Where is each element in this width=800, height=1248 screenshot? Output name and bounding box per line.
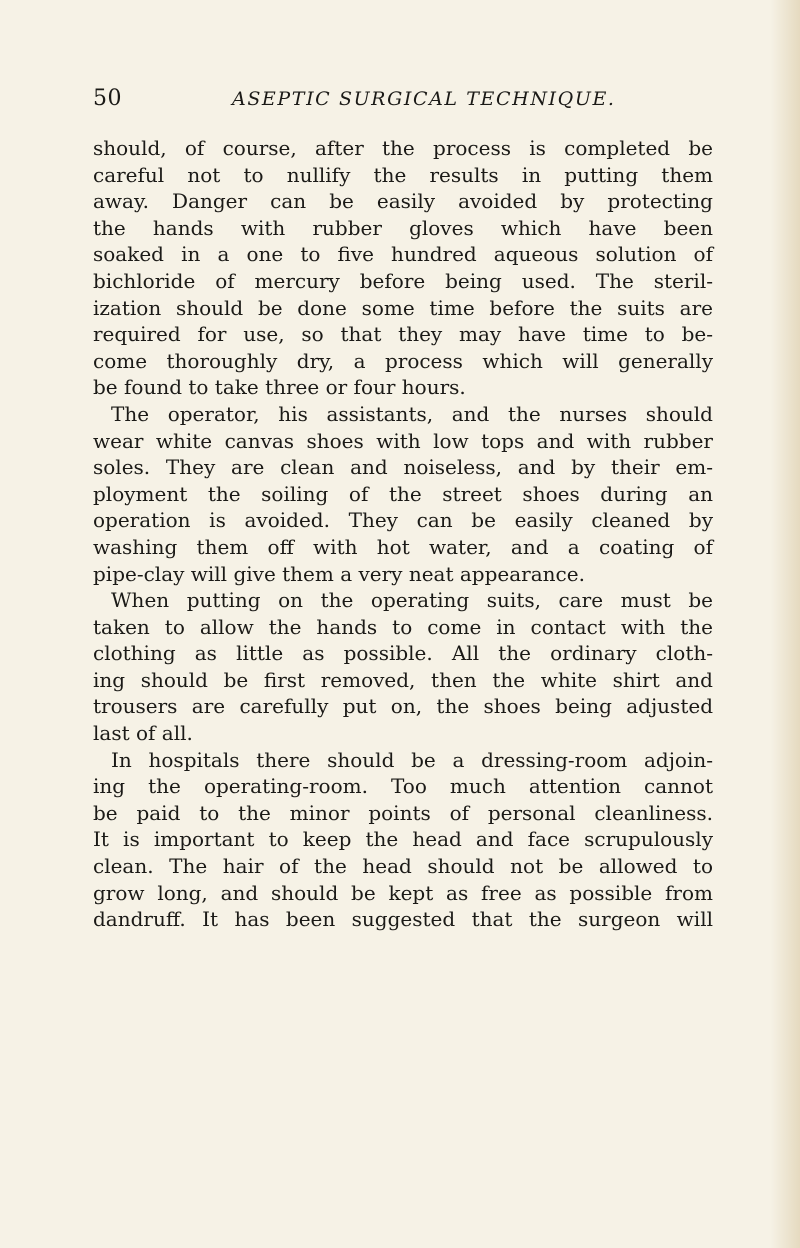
- text-line: trousers are carefully put on, the shoes being adjusted: [93, 694, 713, 719]
- text-line: taken to allow the hands to come in contact with the: [93, 614, 713, 639]
- text-line: ployment the soiling of the street shoes during an: [93, 481, 713, 506]
- text-line: be paid to the minor points of personal cleanliness.: [93, 800, 713, 825]
- text-line: clothing as little as possible. All the ordinary cloth-: [93, 641, 713, 666]
- text-line: ing should be first removed, then the white shirt and: [93, 667, 713, 692]
- text-line: operation is avoided. They can be easily cleaned by: [93, 508, 713, 533]
- text-line: wear white canvas shoes with low tops and with rubber: [93, 428, 713, 453]
- page-header: [93, 86, 713, 116]
- text-line: away. Danger can be easily avoided by protecting: [93, 189, 713, 214]
- text-line: required for use, so that they may have time to be-: [93, 322, 713, 347]
- text-line: It is important to keep the head and face scrupulously: [93, 827, 713, 852]
- text-line: washing them off with hot water, and a coating of: [93, 534, 713, 559]
- running-title: ASEPTIC SURGICAL TECHNIQUE.: [232, 88, 616, 110]
- text-line: soaked in a one to five hundred aqueous solution of: [93, 242, 713, 267]
- text-line: careful not to nullify the results in putting them: [93, 162, 713, 187]
- text-line: clean. The hair of the head should not be allowed to: [93, 854, 713, 879]
- text-line: last of all.: [93, 721, 193, 746]
- text-line: be found to take three or four hours.: [93, 375, 466, 400]
- text-line: grow long, and should be kept as free as possible from: [93, 880, 713, 905]
- paragraph-start-line: The operator, his assistants, and the nurses should: [111, 401, 713, 426]
- paragraph-start-line: When putting on the operating suits, care must be: [111, 588, 713, 613]
- body-text: [93, 135, 713, 933]
- text-line: ing the operating-room. Too much attention cannot: [93, 774, 713, 799]
- text-line: should, of course, after the process is completed be: [93, 136, 713, 160]
- paragraph-start-line: In hospitals there should be a dressing-room adjoin-: [111, 747, 713, 772]
- text-line: ization should be done some time before the suits are: [93, 295, 713, 320]
- text-line: soles. They are clean and noiseless, and by their em-: [93, 455, 713, 480]
- text-line: pipe-clay will give them a very neat appearance.: [93, 561, 585, 586]
- text-line: come thoroughly dry, a process which will generally: [93, 348, 713, 373]
- page-number: 50: [93, 86, 122, 111]
- text-line: bichloride of mercury before being used. The steril-: [93, 268, 713, 293]
- text-line: the hands with rubber gloves which have been: [93, 215, 713, 240]
- text-line: dandruff. It has been suggested that the surgeon will: [93, 907, 713, 932]
